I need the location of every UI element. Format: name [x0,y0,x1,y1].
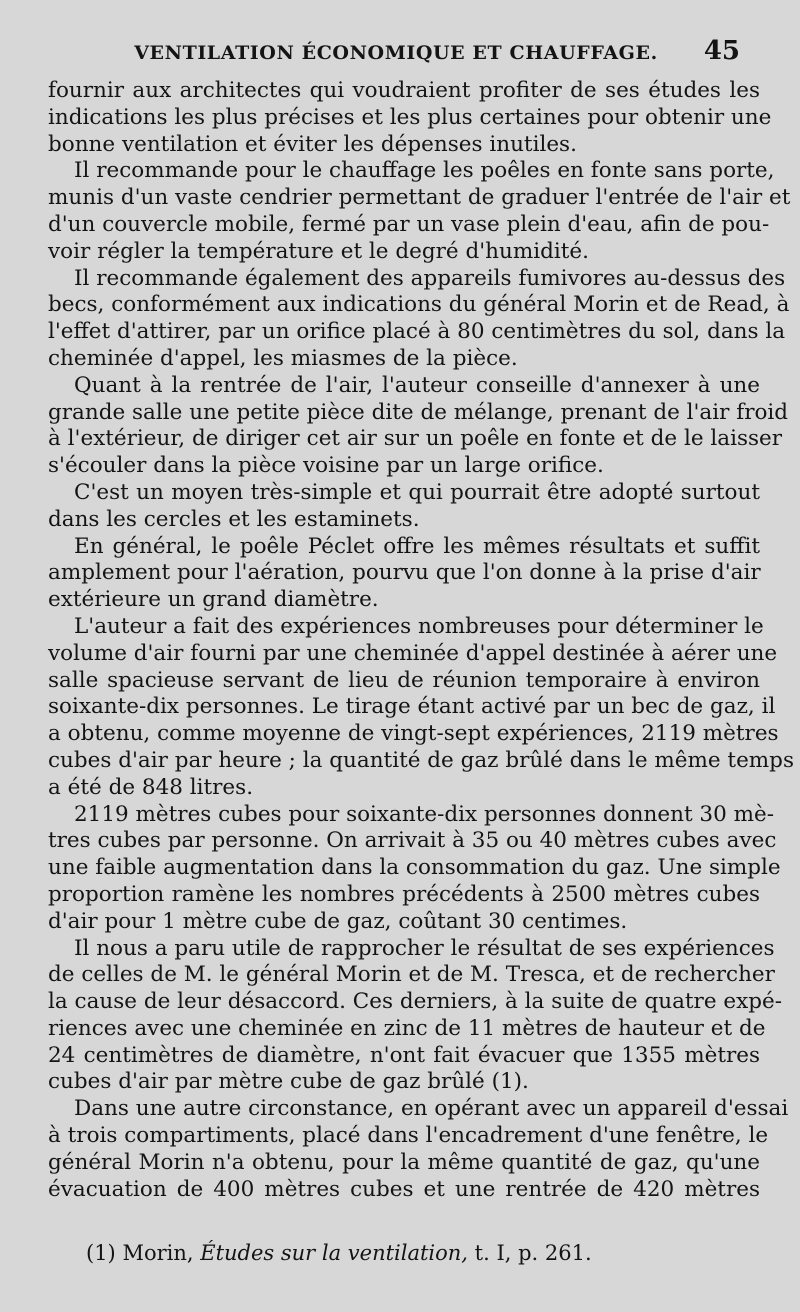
text-line: riences avec une cheminée en zinc de 11 mètres de hauteur et de [48,1015,766,1041]
running-head [48,36,744,72]
text-line: a été de 848 litres. [48,774,254,800]
text-line: Il nous a paru utile de rapprocher le résultat de ses expériences [74,935,775,961]
text-line: munis d'un vaste cendrier permettant de graduer l'entrée de l'air et [48,185,791,211]
text-line: indications les plus précises et les plus certaines pour obtenir une [48,104,772,130]
text-line: soixante-dix personnes. Le tirage étant activé par un bec de gaz, il [48,694,776,720]
paragraph [48,534,760,614]
paragraph [48,78,772,158]
text-line: Quant à la rentrée de l'air, l'auteur conseille d'annexer à une [74,372,760,398]
text-line: cheminée d'appel, les miasmes de la pièce. [48,345,518,371]
text-line: s'écouler dans la pièce voisine par un large orifice. [48,453,604,479]
text-line: général Morin n'a obtenu, pour la même quantité de gaz, qu'une [48,1149,760,1175]
running-title: VENTILATION ÉCONOMIQUE ET CHAUFFAGE. [134,42,658,64]
body-text [48,78,794,1203]
text-line: à l'extérieur, de diriger cet air sur un poêle en fonte et de le laisser [48,426,783,452]
text-line: évacuation de 400 mètres cubes et une rentrée de 420 mètres [48,1176,760,1202]
text-line: amplement pour l'aération, pourvu que l'on donne à la prise d'air [48,560,761,586]
text-line: a obtenu, comme moyenne de vingt-sept expériences, 2119 mètres [48,721,779,747]
text-line: 2119 mètres cubes pour soixante-dix personnes donnent 30 mè- [74,801,774,827]
footnote-author: Morin, [122,1241,194,1265]
text-line: voir régler la température et le degré d'humidité. [48,238,589,264]
paragraph [48,372,789,480]
footnote-reference: t. I, p. 261. [474,1241,592,1265]
text-line: une faible augmentation dans la consommation du gaz. Une simple [48,855,781,881]
text-line: En général, le poêle Péclet offre les mêmes résultats et suffit [74,533,760,559]
text-line: C'est un moyen très-simple et qui pourrait être adopté surtout [74,479,760,505]
text-line: extérieure un grand diamètre. [48,587,379,613]
text-line: Il recommande pour le chauffage les poêles en fonte sans porte, [74,158,775,184]
text-line: bonne ventilation et éviter les dépenses inutiles. [48,131,577,157]
text-line: l'effet d'attirer, par un orifice placé à 80 centimètres du sol, dans la [48,319,786,345]
text-line: d'un couvercle mobile, fermé par un vase plein d'eau, afin de pou- [48,211,770,237]
text-line: L'auteur a fait des expériences nombreuses pour déterminer le [74,613,764,639]
text-line: tres cubes par personne. On arrivait à 35 ou 40 mètres cubes avec [48,828,777,854]
text-line: Il recommande également des appareils fumivores au-dessus des [74,265,786,291]
footnote-marker: (1) [86,1241,116,1265]
text-line: Dans une autre circonstance, en opérant avec un appareil d'essai [74,1096,789,1122]
text-line: becs, conformément aux indications du général Morin et de Read, à [48,292,790,318]
paragraph [48,1096,789,1203]
text-line: de celles de M. le général Morin et de M. Tresca, et de rechercher [48,962,775,988]
paragraph [48,158,791,265]
text-line: 24 centimètres de diamètre, n'ont fait évacuer que 1355 mètres [48,1042,760,1068]
text-line: d'air pour 1 mètre cube de gaz, coûtant 30 centimes. [48,908,628,934]
paragraph [48,480,760,534]
text-line: proportion ramène les nombres précédents à 2500 mètres cubes [48,881,760,907]
text-line: cubes d'air par heure ; la quantité de gaz brûlé dans le même temps [48,747,794,773]
paragraph [48,613,794,802]
text-line: volume d'air fourni par une cheminée d'appel destinée à aérer une [48,640,778,666]
paragraph [48,935,782,1097]
text-line: dans les cercles et les estaminets. [48,506,420,532]
text-line: salle spacieuse servant de lieu de réunion temporaire à environ [48,667,760,693]
text-line: cubes d'air par mètre cube de gaz brûlé (1). [48,1069,529,1095]
paragraph [48,801,781,936]
text-line: fournir aux architectes qui voudraient profiter de ses études les [48,78,760,103]
page-number: 45 [703,36,740,66]
text-line: la cause de leur désaccord. Ces derniers, à la suite de quatre expé- [48,989,782,1015]
paragraph [48,265,790,373]
text-line: grande salle une petite pièce dite de mélange, prenant de l'air froid [48,399,789,425]
text-line: à trois compartiments, placé dans l'encadrement d'une fenêtre, le [48,1123,769,1149]
footnote-title: Études sur la ventilation, [200,1241,468,1265]
footnote [86,1241,592,1265]
